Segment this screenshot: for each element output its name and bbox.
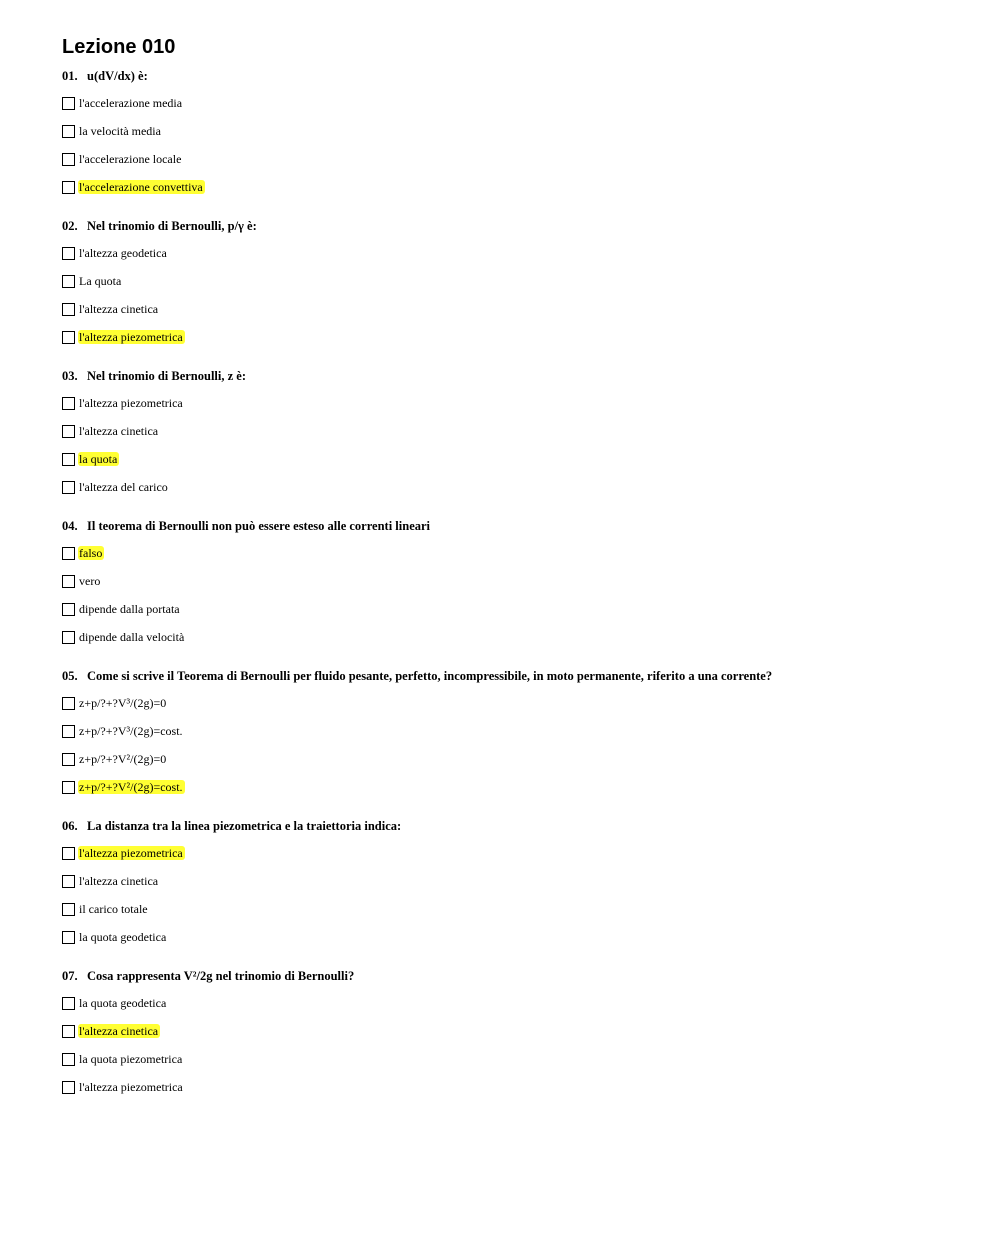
answer-option — [62, 567, 962, 595]
answer-checkbox[interactable] — [62, 181, 75, 194]
answer-label-highlighted: la quota — [79, 452, 118, 466]
answer-label: l'altezza cinetica — [79, 302, 159, 316]
question-text — [62, 969, 962, 984]
answer-label: l'altezza piezometrica — [79, 396, 183, 410]
question-label: Come si scrive il Teorema di Bernoulli per fluido pesante, perfetto, incompressibile, in moto permanente, riferito a una corrente? — [87, 669, 773, 683]
answer-label: la quota piezometrica — [79, 1052, 183, 1066]
answer-checkbox[interactable] — [62, 247, 75, 260]
answer-option — [62, 239, 962, 267]
answer-label-highlighted: l'altezza piezometrica — [79, 846, 183, 860]
answer-checkbox[interactable] — [62, 753, 75, 766]
answer-checkbox[interactable] — [62, 331, 75, 344]
answer-checkbox[interactable] — [62, 1025, 75, 1038]
answer-option — [62, 295, 962, 323]
answer-label: l'altezza cinetica — [79, 874, 159, 888]
answer-checkbox[interactable] — [62, 125, 75, 138]
answer-checkbox[interactable] — [62, 781, 75, 794]
answer-option — [62, 989, 962, 1017]
answer-label: l'altezza del carico — [79, 480, 168, 494]
answer-label-highlighted: z+p/?+?V²/(2g)=cost. — [79, 780, 183, 794]
answer-label: dipende dalla velocità — [79, 630, 185, 644]
answer-label: z+p/?+?V²/(2g)=0 — [79, 752, 167, 766]
question-text — [62, 69, 962, 84]
question-text — [62, 369, 962, 384]
question-block — [62, 219, 962, 351]
answer-label-highlighted: l'accelerazione convettiva — [79, 180, 203, 194]
answer-checkbox[interactable] — [62, 725, 75, 738]
question-number: 07. — [62, 969, 78, 983]
answer-label: l'altezza cinetica — [79, 424, 159, 438]
answer-checkbox[interactable] — [62, 453, 75, 466]
answer-option — [62, 773, 962, 801]
answer-option — [62, 173, 962, 201]
answer-label: dipende dalla portata — [79, 602, 180, 616]
answer-checkbox[interactable] — [62, 903, 75, 916]
answer-label: il carico totale — [79, 902, 148, 916]
question-label: Nel trinomio di Bernoulli, z è: — [87, 369, 247, 383]
answer-option — [62, 895, 962, 923]
answer-option — [62, 473, 962, 501]
answer-checkbox[interactable] — [62, 697, 75, 710]
answer-label: la quota geodetica — [79, 996, 167, 1010]
answer-checkbox[interactable] — [62, 547, 75, 560]
answer-option — [62, 389, 962, 417]
answer-label: l'accelerazione media — [79, 96, 183, 110]
document-page — [62, 34, 962, 1119]
answer-option — [62, 539, 962, 567]
answer-checkbox[interactable] — [62, 847, 75, 860]
question-block — [62, 369, 962, 501]
answer-option — [62, 1017, 962, 1045]
question-number: 05. — [62, 669, 78, 683]
answer-checkbox[interactable] — [62, 303, 75, 316]
answer-checkbox[interactable] — [62, 275, 75, 288]
question-label: La distanza tra la linea piezometrica e la traiettoria indica: — [87, 819, 402, 833]
question-block — [62, 969, 962, 1101]
answer-label-highlighted: l'altezza cinetica — [79, 1024, 159, 1038]
question-label: u(dV/dx) è: — [87, 69, 148, 83]
question-block — [62, 519, 962, 651]
question-text — [62, 819, 962, 834]
answer-checkbox[interactable] — [62, 97, 75, 110]
answer-option — [62, 717, 962, 745]
question-label: Il teorema di Bernoulli non può essere esteso alle correnti lineari — [87, 519, 431, 533]
answer-option — [62, 89, 962, 117]
answer-option — [62, 445, 962, 473]
question-block — [62, 69, 962, 201]
answer-option — [62, 1073, 962, 1101]
question-text — [62, 669, 962, 684]
answer-label: la quota geodetica — [79, 930, 167, 944]
answer-option — [62, 417, 962, 445]
answer-checkbox[interactable] — [62, 481, 75, 494]
question-text — [62, 219, 962, 234]
question-block — [62, 669, 962, 801]
question-block — [62, 819, 962, 951]
answer-option — [62, 117, 962, 145]
answer-option — [62, 689, 962, 717]
answer-checkbox[interactable] — [62, 931, 75, 944]
question-text — [62, 519, 962, 534]
answer-checkbox[interactable] — [62, 1053, 75, 1066]
answer-option — [62, 1045, 962, 1073]
answer-label: La quota — [79, 274, 122, 288]
question-label: Nel trinomio di Bernoulli, p/γ è: — [87, 219, 257, 233]
answer-option — [62, 745, 962, 773]
answer-option — [62, 145, 962, 173]
answer-label: l'altezza piezometrica — [79, 1080, 183, 1094]
answer-label: vero — [79, 574, 101, 588]
answer-checkbox[interactable] — [62, 575, 75, 588]
answer-label: z+p/?+?V³/(2g)=cost. — [79, 724, 183, 738]
answer-option — [62, 839, 962, 867]
answer-option — [62, 595, 962, 623]
answer-label: la velocità media — [79, 124, 161, 138]
question-number: 01. — [62, 69, 78, 83]
answer-checkbox[interactable] — [62, 397, 75, 410]
answer-checkbox[interactable] — [62, 875, 75, 888]
answer-option — [62, 867, 962, 895]
answer-label-highlighted: falso — [79, 546, 103, 560]
answer-option — [62, 923, 962, 951]
answer-option — [62, 267, 962, 295]
question-number: 04. — [62, 519, 78, 533]
answer-checkbox[interactable] — [62, 631, 75, 644]
question-number: 03. — [62, 369, 78, 383]
question-number: 06. — [62, 819, 78, 833]
answer-checkbox[interactable] — [62, 1081, 75, 1094]
answer-label-highlighted: l'altezza piezometrica — [79, 330, 183, 344]
question-number: 02. — [62, 219, 78, 233]
answer-checkbox[interactable] — [62, 603, 75, 616]
question-label: Cosa rappresenta V²/2g nel trinomio di Bernoulli? — [87, 969, 355, 983]
answer-label: z+p/?+?V³/(2g)=0 — [79, 696, 167, 710]
answer-option — [62, 323, 962, 351]
page-title: Lezione 010 — [62, 36, 176, 58]
answer-label: l'accelerazione locale — [79, 152, 182, 166]
answer-option — [62, 623, 962, 651]
answer-checkbox[interactable] — [62, 425, 75, 438]
question-list — [62, 69, 962, 1101]
answer-checkbox[interactable] — [62, 153, 75, 166]
answer-checkbox[interactable] — [62, 997, 75, 1010]
answer-label: l'altezza geodetica — [79, 246, 167, 260]
